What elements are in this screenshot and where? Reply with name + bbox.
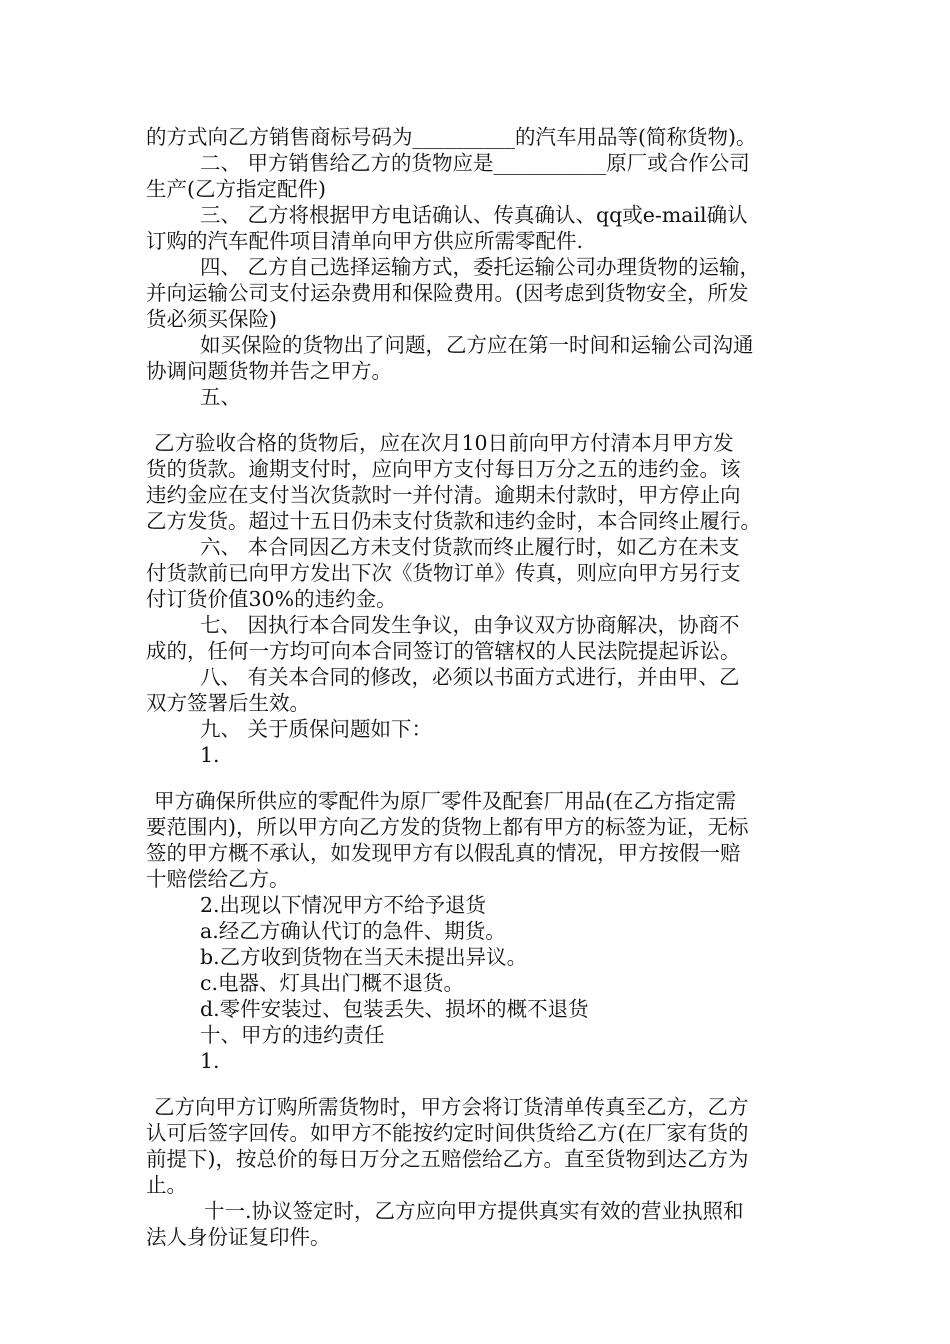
text-line: 前提下)，按总价的每日万分之五赔偿给乙方。直至货物到达乙方为 [146, 1147, 749, 1171]
text-line: 双方签署后生效。 [146, 691, 310, 715]
text-line: 如买保险的货物出了问题，乙方应在第一时间和运输公司沟通 [200, 333, 754, 357]
list-item: c.电器、灯具出门概不退货。 [200, 971, 464, 995]
list-heading: 2.出现以下情况甲方不给予退货 [200, 893, 487, 917]
text-line: 的方式向乙方销售商标号码为__________的汽车用品等(简称货物)。 [146, 125, 757, 149]
clause-4-line: 四、 乙方自己选择运输方式，委托运输公司办理货物的运输， [200, 255, 761, 279]
clause-2-line: 二、 甲方销售给乙方的货物应是___________原厂或合作公司 [200, 151, 750, 175]
clause-11-line: 十一.协议签定时，乙方应向甲方提供真实有效的营业执照和 [204, 1199, 744, 1223]
text-line: 十赔偿给乙方。 [146, 867, 290, 891]
clause-6-line: 六、 本合同因乙方未支付货款而终止履行时，如乙方在未支 [200, 535, 740, 559]
text-line: 协调问题货物并告之甲方。 [146, 359, 392, 383]
item-number: 1. [200, 743, 220, 767]
clause-5-heading: 五、 [200, 385, 241, 409]
clause-3-line: 三、 乙方将根据甲方电话确认、传真确认、qq或e-mail确认 [200, 203, 748, 227]
text-line: 甲方确保所供应的零配件为原厂零件及配套厂用品(在乙方指定需 [154, 789, 736, 813]
clause-10-heading: 十、甲方的违约责任 [200, 1023, 385, 1047]
list-item: a.经乙方确认代订的急件、期货。 [200, 919, 506, 943]
text-line: 生产(乙方指定配件) [146, 177, 326, 201]
text-line: 乙方发货。超过十五日仍未支付货款和违约金时，本合同终止履行。 [146, 509, 761, 533]
item-number: 1. [200, 1049, 220, 1073]
list-item: b.乙方收到货物在当天未提出异议。 [200, 945, 528, 969]
text-line: 法人身份证复印件。 [146, 1225, 331, 1249]
list-item: d.零件安装过、包装丢失、损坏的概不退货 [200, 997, 589, 1021]
text-line: 认可后签字回传。如甲方不能按约定时间供货给乙方(在厂家有货的 [146, 1121, 749, 1145]
text-line: 乙方向甲方订购所需货物时，甲方会将订货清单传真至乙方，乙方 [154, 1095, 749, 1119]
text-line: 付订货价值30%的违约金。 [146, 587, 397, 611]
text-line: 货的货款。逾期支付时，应向甲方支付每日万分之五的违约金。该 [146, 457, 741, 481]
text-line: 要范围内)，所以甲方向乙方发的货物上都有甲方的标签为证，无标 [146, 815, 749, 839]
clause-7-line: 七、 因执行本合同发生争议，由争议双方协商解决，协商不 [200, 613, 740, 637]
text-line: 订购的汽车配件项目清单向甲方供应所需零配件. [146, 229, 584, 253]
clause-8-line: 八、 有关本合同的修改，必须以书面方式进行，并由甲、乙 [200, 665, 740, 689]
text-line: 付货款前已向甲方发出下次《货物订单》传真，则应向甲方另行支 [146, 561, 741, 585]
text-line: 违约金应在支付当次货款时一并付清。逾期未付款时，甲方停止向 [146, 483, 741, 507]
text-line: 签的甲方概不承认，如发现甲方有以假乱真的情况，甲方按假一赔 [146, 841, 741, 865]
text-line: 货必须买保险) [146, 307, 277, 331]
text-line: 乙方验收合格的货物后，应在次月10日前向甲方付清本月甲方发 [154, 431, 734, 455]
text-line: 并向运输公司支付运杂费用和保险费用。(因考虑到货物安全，所发 [146, 281, 749, 305]
clause-9-heading: 九、 关于质保问题如下： [200, 717, 433, 741]
text-line: 止。 [146, 1173, 187, 1197]
text-line: 成的，任何一方均可向本合同签订的管辖权的人民法院提起诉讼。 [146, 639, 741, 663]
